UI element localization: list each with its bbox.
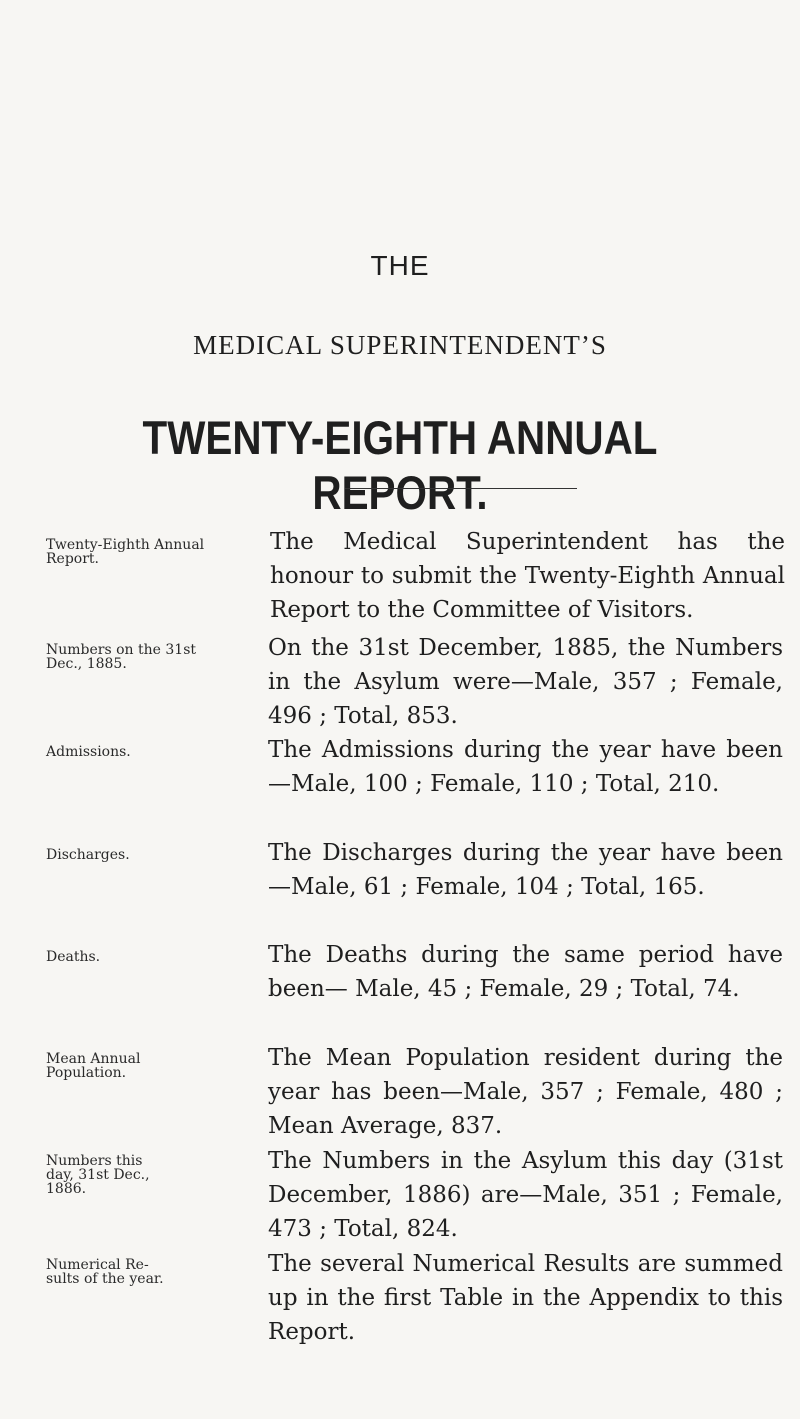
title-divider (345, 488, 577, 489)
paragraph: The Discharges during the year have been—Male, 61 ; Female, 104 ; Total, 165. (268, 840, 783, 900)
margin-note: Numbers on the 31st Dec., 1885. (46, 642, 197, 672)
margin-note: Admissions. (46, 744, 131, 760)
margin-note: Twenty-Eighth Annual Report. (46, 537, 205, 567)
paragraph: On the 31st December, 1885, the Numbers in the Asylum were—Male, 357 ; Female, 496 ; Total, 853. (268, 635, 783, 729)
margin-note: Numerical Re-sults of the year. (46, 1257, 164, 1287)
paragraph: The Mean Population resident during the year has been—Male, 357 ; Female, 480 ; Mean Average, 837. (268, 1045, 783, 1139)
paragraph: The several Numerical Results are summed up in the first Table in the Appendix to this Report. (268, 1251, 783, 1345)
paragraph: The Numbers in the Asylum this day (31st December, 1886) are—Male, 351 ; Female, 473 ; Total, 824. (268, 1148, 783, 1242)
margin-note: Discharges. (46, 847, 130, 863)
margin-note: Numbers this day, 31st Dec., 1886. (46, 1153, 150, 1197)
paragraph: The Deaths during the same period have been— Male, 45 ; Female, 29 ; Total, 74. (268, 942, 783, 1002)
margin-note: Deaths. (46, 949, 101, 965)
heading-subtitle: MEDICAL SUPERINTENDENT’S (193, 330, 607, 360)
page-title: TWENTY-EIGHTH ANNUAL REPORT. (142, 411, 658, 519)
paragraph: The Admissions during the year have been—Male, 100 ; Female, 110 ; Total, 210. (268, 737, 783, 797)
heading-the: THE (370, 250, 430, 281)
paragraph: The Medical Superintendent has the honour to submit the Twenty-Eighth Annual Report to the Committee of Visitors. (270, 529, 785, 623)
margin-note: Mean Annual Population. (46, 1051, 141, 1081)
